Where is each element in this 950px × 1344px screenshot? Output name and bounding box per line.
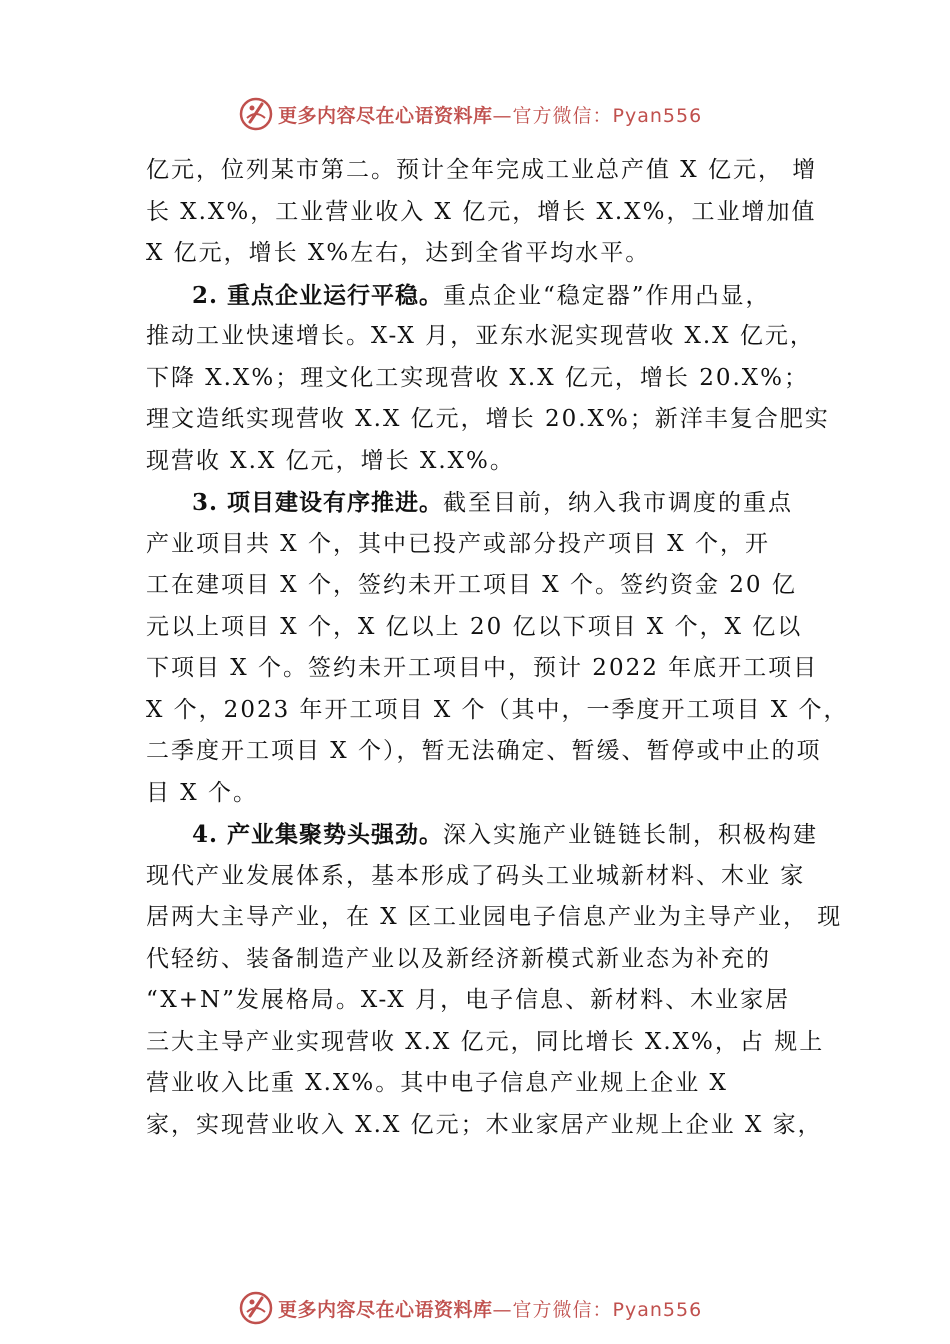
section-heading: 3. 项目建设有序推进。	[192, 489, 444, 516]
section-first-line	[146, 275, 836, 317]
text-line	[146, 939, 836, 981]
text-line	[146, 607, 836, 649]
book-pen-logo-icon	[238, 96, 274, 132]
line-text: “X+N”发展格局。X-X 月，电子信息、新材料、木业家居	[146, 987, 791, 1013]
text-line	[146, 192, 836, 234]
line-text: 截至目前，纳入我市调度的重点	[443, 490, 794, 516]
line-text: 现营收 X.X 亿元，增长 X.X%。	[146, 447, 515, 474]
text-line	[146, 524, 836, 566]
line-text: 亿元，位列某市第二。预计全年完成工业总产值 X 亿元， 增	[146, 157, 818, 183]
book-pen-logo-icon	[238, 1290, 274, 1326]
text-line	[146, 316, 836, 358]
text-line	[146, 441, 836, 483]
header-banner	[238, 94, 702, 134]
line-text: 下项目 X 个。签约未开工项目中，预计 2022 年底开工项目	[146, 655, 819, 681]
line-text: X 亿元，增长 X%左右，达到全省平均水平。	[146, 240, 651, 266]
line-text: 深入实施产业链链长制，积极构建	[443, 822, 819, 848]
text-line	[146, 1022, 836, 1064]
banner-official-text: —官方微信：Pyan556	[492, 1298, 703, 1321]
line-text: 产业项目共 X 个，其中已投产或部分投产项目 X 个，开	[146, 530, 770, 557]
line-text: 三大主导产业实现营收 X.X 亿元，同比增长 X.X%，占 规上	[146, 1028, 825, 1055]
text-line	[146, 1105, 836, 1147]
line-text: 下降 X.X%；理文化工实现营收 X.X 亿元，增长 20.X%；	[146, 364, 810, 391]
line-text: 长 X.X%，工业营业收入 X 亿元，增长 X.X%，工业增加值	[146, 198, 817, 225]
section-first-line	[146, 482, 836, 524]
text-line	[146, 565, 836, 607]
text-line	[146, 731, 836, 773]
section-heading: 4. 产业集聚势头强劲。	[192, 821, 444, 848]
text-line	[146, 690, 849, 732]
section-first-line	[146, 814, 836, 856]
line-text: 重点企业“稳定器”作用凸显，	[443, 282, 771, 309]
text-line	[146, 358, 836, 400]
text-line	[146, 856, 836, 898]
section-heading: 2. 重点企业运行平稳。	[192, 281, 444, 309]
text-line	[146, 399, 836, 441]
line-text: 家，实现营业收入 X.X 亿元；木业家居产业规上企业 X 家，	[146, 1111, 823, 1138]
text-line	[146, 1063, 836, 1105]
text-line	[146, 980, 836, 1022]
document-body	[146, 150, 849, 1146]
line-text: X 个，2023 年开工项目 X 个（其中，一季度开工项目 X 个，	[146, 696, 849, 723]
line-text: 居两大主导产业，在 X 区工业园电子信息产业为主导产业， 现	[146, 904, 843, 930]
line-text: 二季度开工项目 X 个），暂无法确定、暂缓、暂停或中止的项	[146, 738, 822, 764]
line-text: 目 X 个。	[146, 779, 258, 806]
text-line	[146, 773, 836, 815]
text-line	[146, 150, 836, 192]
banner-brand-text: 更多内容尽在心语资料库	[278, 104, 493, 127]
banner-brand-text: 更多内容尽在心语资料库	[278, 1298, 493, 1321]
banner-official-text: —官方微信：Pyan556	[492, 104, 703, 127]
text-line	[146, 897, 843, 939]
line-text: 元以上项目 X 个，X 亿以上 20 亿以下项目 X 个，X 亿以	[146, 613, 803, 640]
line-text: 现代产业发展体系，基本形成了码头工业城新材料、木业 家	[146, 862, 806, 889]
line-text: 推动工业快速增长。X-X 月，亚东水泥实现营收 X.X 亿元，	[146, 323, 815, 349]
text-line	[146, 233, 836, 275]
line-text: 工在建项目 X 个，签约未开工项目 X 个。签约资金 20 亿	[146, 572, 797, 598]
line-text: 理文造纸实现营收 X.X 亿元，增长 20.X%；新洋丰复合肥实	[146, 406, 830, 432]
line-text: 代轻纺、装备制造产业以及新经济新模式新业态为补充的	[146, 945, 771, 972]
line-text: 营业收入比重 X.X%。其中电子信息产业规上企业 X	[146, 1070, 728, 1096]
footer-banner	[238, 1288, 702, 1328]
text-line	[146, 648, 836, 690]
